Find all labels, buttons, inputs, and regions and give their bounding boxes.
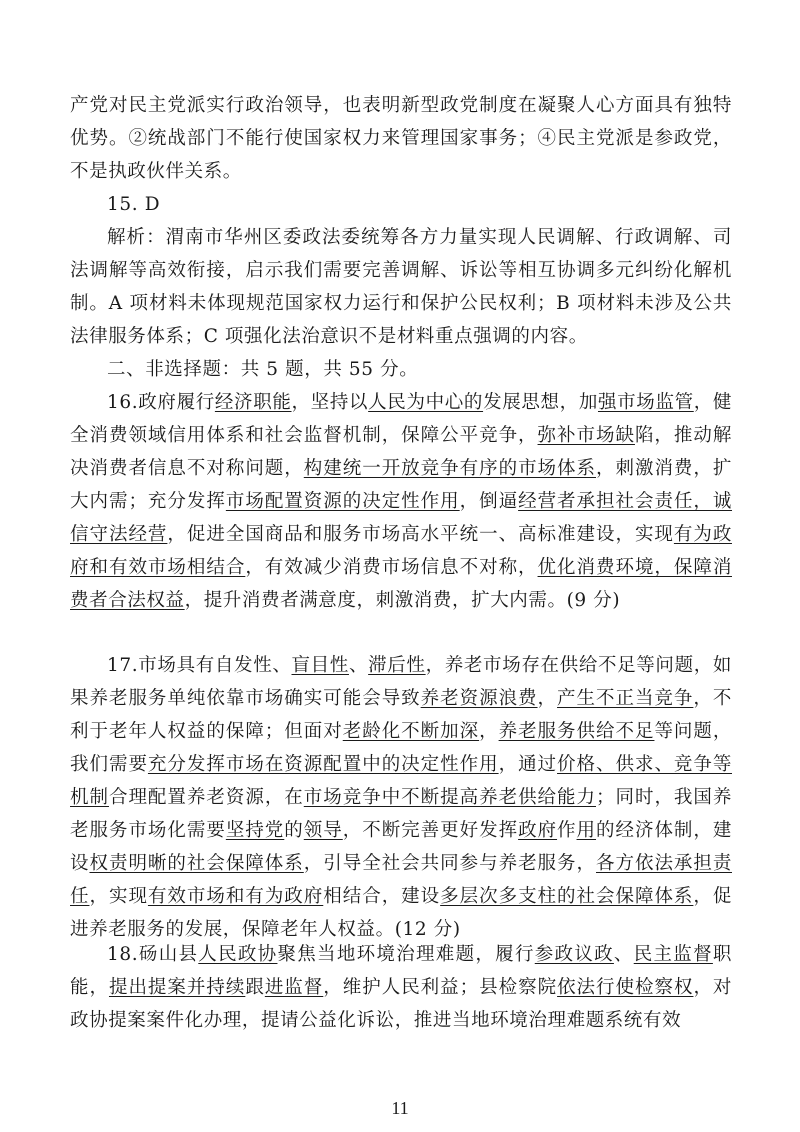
text-segment: ，有效减少消费市场信息不对称， (245, 557, 538, 578)
underlined-key-phrase: 构建统一开放竞争有序的市场体系 (303, 458, 596, 479)
text-segment: ，通过 (498, 754, 558, 775)
underlined-key-phrase: 民主监督 (633, 944, 713, 965)
answer-17 (70, 649, 732, 946)
underlined-key-phrase: 老龄化不断加深 (342, 721, 480, 742)
page-number: 11 (391, 1098, 409, 1118)
text-segment: 职能， (70, 944, 732, 998)
paragraph-14-analysis-end (70, 89, 732, 188)
underlined-key-phrase: 参政议政 (534, 944, 614, 965)
text-segment: 聚焦当地环境治理难题，履行 (277, 944, 535, 965)
underlined-key-phrase: 充分发挥市场在资源配置中的决定性作用 (147, 754, 499, 775)
underlined-key-phrase: 强市场监管 (597, 392, 694, 413)
text-segment: 18.砀山县 (107, 944, 199, 965)
answer-18 (70, 938, 732, 1037)
answer-16 (70, 386, 732, 617)
text-segment: ， (537, 688, 558, 709)
text-segment: 发展思想，加 (483, 392, 598, 413)
text-segment: 17.市场具有自发性、 (107, 655, 292, 676)
text-segment: ，维护人民利益；县检察院 (323, 977, 558, 998)
text-segment: 二、非选择题：共 5 题，共 55 分。 (107, 359, 419, 380)
text-segment: 15. D (107, 194, 161, 215)
underlined-key-phrase: 经济职能 (214, 392, 292, 413)
text-segment: 解析：渭南市华州区委政法委统筹各方力量实现人民调解、行政调解、司法调解等高效衔接，启示我们需要完善调解、诉讼等相互协调多元纠纷化解机制。A 项材料未体现规范国家权力运行和保护公民权利；B 项材料未涉及公共法律服务体系；C 项强化法治意识不是材料重点强调的内容。 (70, 227, 732, 347)
text-segment: ，提升消费者满意度，刺激消费，扩大内需。(9 分) (184, 590, 621, 611)
text-segment: 等问题，我们需要 (70, 721, 732, 775)
underlined-key-phrase: 人民政协 (198, 944, 278, 965)
underlined-key-phrase: 盲目性 (291, 655, 349, 676)
underlined-key-phrase: 各方依法承担责任 (70, 853, 732, 907)
text-segment: ，养老市场存在供给不足等问题，如果养老服务单纯依靠市场确实可能会导致 (70, 655, 732, 709)
text-segment: ，对政协提案案件化办理，提请公益化诉讼，推进当地环境治理难题系统有效 (70, 977, 733, 1031)
underlined-key-phrase: 滞后性 (368, 655, 426, 676)
underlined-key-phrase: 产生不正当竞争 (557, 688, 694, 709)
underlined-key-phrase: 弥补市场缺 (537, 425, 635, 446)
text-segment: 、 (348, 655, 369, 676)
text-segment: ；同时，我国养老服务市场化需要 (70, 787, 732, 841)
text-segment: 作 (557, 820, 577, 841)
underlined-key-phrase: 多层次多支柱的社会保障体系 (440, 886, 694, 907)
analysis-15 (70, 221, 732, 353)
text-segment: ，促进全国商品和服务市场高水平统一、高标准建设，实现 (167, 524, 674, 545)
text-segment: ，不利于老年人权益的保障；但面对 (70, 688, 732, 742)
underlined-key-phrase: 有效市场和有为政府 (147, 886, 324, 907)
underlined-key-phrase: 养老服务供给不足 (498, 721, 655, 742)
text-segment: 跟 (245, 977, 265, 998)
underlined-key-phrase: 人民为中心的 (368, 392, 484, 413)
underlined-key-phrase: 有为政府和有效市场相结合 (70, 524, 732, 578)
underlined-key-phrase: 经营者承担社会责任，诚信守法经营 (70, 491, 733, 545)
answer-15 (70, 188, 732, 221)
text-segment: ，不断完善更好发挥 (342, 820, 519, 841)
text-segment: ，实现 (89, 886, 148, 907)
underlined-key-phrase: 进监督 (264, 977, 324, 998)
underlined-key-phrase: 依法行使检察权 (557, 977, 694, 998)
text-segment: ，坚持以 (291, 392, 369, 413)
text-segment: 产党对民主党派实行政治领导，也表明新型政党制度在凝聚人心方面具有独特优势。②统战部门不能行使国家权力来管理国家事务；④民主党派是参政党，不是执政伙伴关系。 (70, 95, 732, 182)
text-segment: 相结合，建设 (323, 886, 441, 907)
text-segment: ，倒逼 (459, 491, 519, 512)
text-segment: ， (479, 721, 499, 742)
underlined-key-phrase: 坚持党 (225, 820, 285, 841)
underlined-key-phrase: 提出提案并持续 (108, 977, 246, 998)
text-segment: 、 (613, 944, 634, 965)
text-segment: ，健全消费领域信用体系和社会监督机制，保障公平竞争， (70, 392, 733, 446)
underlined-key-phrase: 市场竞争中不断提高养老供给能力 (303, 787, 596, 808)
underlined-key-phrase: 用 (576, 820, 597, 841)
text-segment: 合理配置养老资源，在 (108, 787, 304, 808)
text-segment: 的 (284, 820, 304, 841)
section-heading-non-choice (70, 353, 732, 386)
text-segment: 16.政府履行 (107, 392, 215, 413)
underlined-key-phrase: 政府 (518, 820, 558, 841)
text-segment: ，刺激消费，扩大内需；充分发挥 (70, 458, 732, 512)
underlined-key-phrase: 优化消费环境，保障消费者合法权益 (70, 557, 732, 611)
underlined-key-phrase: 领导 (303, 820, 343, 841)
text-segment: 的经济体制，建设 (70, 820, 732, 874)
text-segment: ，促进养老服务的发展，保障老年人权益。(12 分) (70, 886, 732, 940)
underlined-key-phrase: 养老资源浪费 (420, 688, 538, 709)
text-segment: 陷，推动解决消费者信息不对称问题， (70, 425, 732, 479)
underlined-key-phrase: 市场配置资源的决定性作用 (225, 491, 460, 512)
underlined-key-phrase: 价格、供求、竞争等机制 (70, 754, 732, 808)
text-segment: ，引导全社会共同参与养老服务， (303, 853, 596, 874)
underlined-key-phrase: 权责明晰的社会保障体系 (89, 853, 304, 874)
